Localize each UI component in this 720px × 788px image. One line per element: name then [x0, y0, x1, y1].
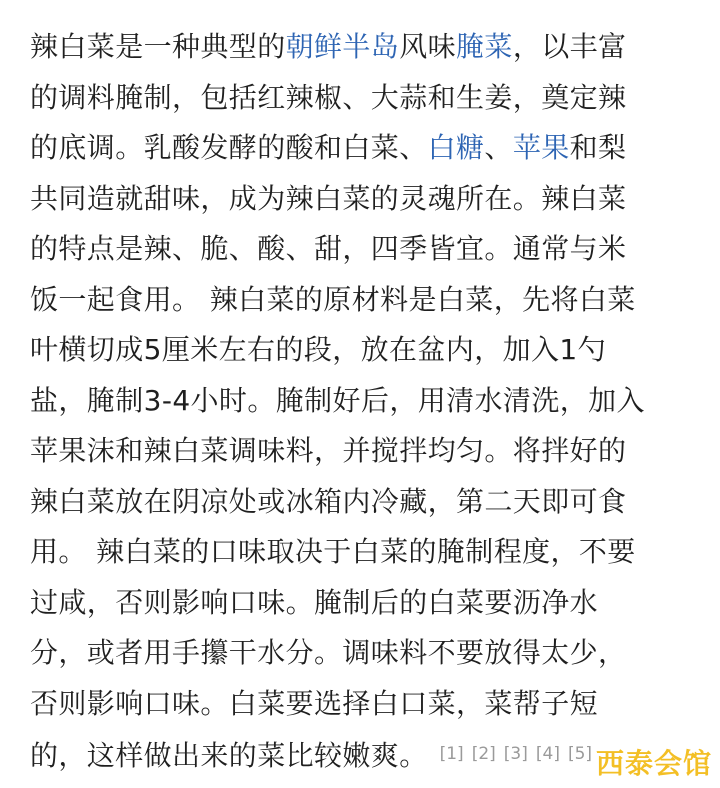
- text-line: [30, 527, 695, 578]
- text-line: [30, 679, 695, 730]
- text-segment: 的，这样做出来的菜比较嫩爽。: [30, 739, 428, 772]
- keyword-link[interactable]: 朝鲜半岛: [285, 30, 400, 63]
- text-line: [30, 426, 695, 477]
- text-segment: 的特点是辣、脆、酸、甜，四季皆宜。通常与米: [30, 232, 627, 265]
- text-line: [30, 275, 695, 326]
- text-line: [30, 73, 695, 124]
- reference-link[interactable]: [1]: [439, 744, 464, 764]
- reference-link[interactable]: [2]: [471, 744, 496, 764]
- reference-link[interactable]: [3]: [503, 744, 528, 764]
- text-segment: 、: [484, 131, 513, 164]
- text-segment: 盐，腌制3-4小时。腌制好后，用清水清洗，加入: [30, 383, 645, 417]
- text-line: [30, 578, 695, 629]
- text-line: [30, 376, 695, 427]
- text-segment: 的底调。乳酸发酵的酸和白菜、: [30, 131, 428, 164]
- text-segment: 苹果沫和辣白菜调味料，并搅拌均匀。将拌好的: [30, 434, 627, 467]
- text-line: [30, 325, 695, 376]
- text-segment: 的调料腌制，包括红辣椒、大蒜和生姜，奠定辣: [30, 80, 627, 114]
- keyword-link[interactable]: 白糖: [427, 131, 485, 164]
- text-segment: 辣白菜是一种典型的: [30, 30, 286, 63]
- text-segment: 否则影响口味。白菜要选择白口菜，菜帮子短: [30, 686, 599, 720]
- watermark-logo: 西泰会馆: [595, 747, 712, 780]
- text-segment: 饭一起食用。 辣白菜的原材料是白菜，先将白菜: [30, 282, 636, 316]
- text-line: [30, 224, 695, 275]
- text-segment: 叶横切成5厘米左右的段，放在盆内，加入1勺: [30, 333, 607, 366]
- text-segment: 用。 辣白菜的口味取决于白菜的腌制程度，不要: [30, 535, 636, 568]
- text-segment: 共同造就甜味，成为辣白菜的灵魂所在。辣白菜: [30, 181, 627, 215]
- text-segment: 过咸，否则影响口味。腌制后的白菜要沥净水: [30, 585, 599, 619]
- text-segment: 和梨: [569, 131, 627, 164]
- keyword-link[interactable]: 苹果: [512, 131, 570, 164]
- keyword-link[interactable]: 腌菜: [456, 30, 513, 63]
- text-segment: ，以丰富: [512, 30, 627, 63]
- text-line: [30, 477, 695, 528]
- article-body: [30, 22, 695, 780]
- text-line: [30, 174, 695, 225]
- text-segment: 辣白菜放在阴凉处或冰箱内冷藏，第二天即可食: [30, 484, 627, 518]
- text-line: [30, 628, 695, 679]
- reference-link[interactable]: [5]: [567, 744, 593, 764]
- reference-link[interactable]: [4]: [535, 744, 560, 764]
- text-segment: 风味: [399, 30, 457, 63]
- reference-list: [440, 729, 600, 780]
- text-line: [30, 22, 695, 73]
- text-line: [30, 123, 695, 174]
- text-segment: 分，或者用手攥干水分。调味料不要放得太少，: [30, 636, 627, 669]
